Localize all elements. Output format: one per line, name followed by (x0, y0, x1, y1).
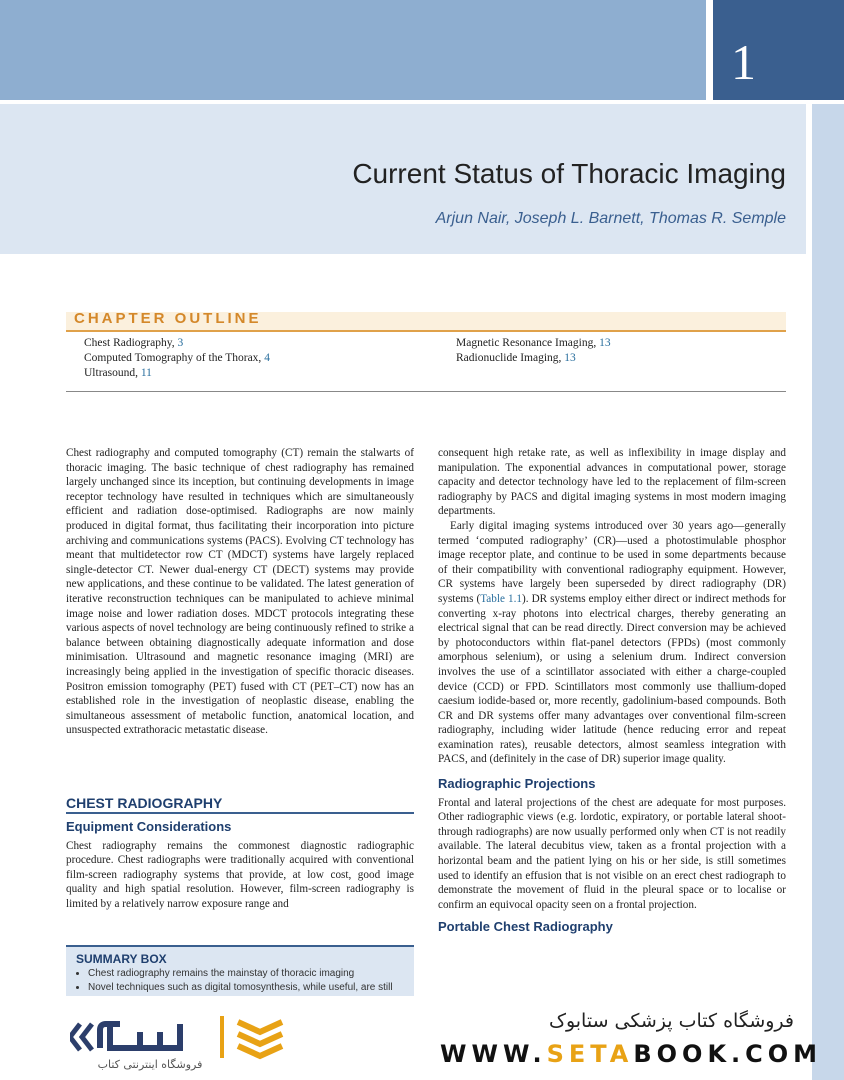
outline-divider (66, 391, 786, 392)
intro-paragraph: Chest radiography and computed tomography (CT) remain the stalwarts of thoracic imaging. The basic technique of chest radiography has remained largely unchanged since its inception, but continuing developments in image receptor technology have resulted in techniques which are simultaneously efficient and radiation dose-optimised. Radiographs are now mainly produced in digital format, thus facilitating their incorporation into picture archiving and communications systems (PACS). Evolving CT technology has meant that multidetector row CT (MDCT) systems have largely replaced single-detector CT. Newer dual-energy CT (DECT) systems may provide new applications, and these continue to be validated. The latest generation of iterative reconstruction techniques can be manipulated to achieve minimal image noise and lower radiation doses. MDCT protocols integrating these various aspects of novel technology are being continuously refined to strike a balance between obtaining diagnostically adequate information and dose minimisation. Ultrasound and magnetic resonance imaging (MRI) are increasingly being applied in the investigation of specific thoracic diseases. Positron emission tomography (PET) fused with CT (PET–CT) now has an established role in the investigation of neoplastic disease, enabling the simultaneous assessment of metabolic function, anatomical location, and unsuspected extrathoracic metastatic disease. (66, 447, 414, 737)
logo-divider-icon (220, 1016, 224, 1058)
outline-item[interactable]: Magnetic Resonance Imaging, 13 (456, 337, 611, 349)
subheading-projections: Radiographic Projections (438, 776, 596, 792)
subheading-equipment: Equipment Considerations (66, 819, 232, 834)
shop-url[interactable]: WWW.SETABOOK.COM (440, 1040, 823, 1068)
outline-right-column (456, 336, 611, 366)
section-heading-chest-radiography: CHEST RADIOGRAPHY (66, 795, 414, 814)
logo-subtitle: فروشگاه اینترنتی کتاب (97, 1058, 203, 1071)
chapter-authors: Arjun Nair, Joseph L. Barnett, Thomas R. Semple (435, 210, 786, 227)
outline-item[interactable]: Ultrasound, 11 (84, 367, 152, 379)
logo-wordmark-icon (100, 1024, 180, 1048)
left-text-column (66, 446, 414, 738)
projections-paragraph: Frontal and lateral projections of the chest are adequate for most purposes. Other radiographic views (e.g. lordotic, expiratory, or portable lateral shoot-through radiographs) are now usually performed only when CT is not readily available. The lateral decubitus view, taken as a frontal projection with a horizontal beam and the patient lying on his or her side, is still sometimes used to identify an effusion that is not visible on an erect chest radiograph to demonstrate the movement of fluid in the pleural space or to localise or confirm an equivocal opacity seen on a frontal projection. (438, 796, 786, 911)
right-margin-strip (812, 104, 844, 1080)
summary-item: • Novel techniques such as digital tomosynthesis, while useful, are still (88, 981, 414, 995)
equipment-paragraph: Chest radiography remains the commonest diagnostic radiographic procedure. Chest radiographs were traditionally acquired with conventional film-screen radiography systems that provide, at low cost, good image quality and high spatial resolution. However, film-screen radiography is limited by a relatively narrow exposure range and (66, 839, 414, 910)
paragraph-digital-systems: consequent high retake rate, as well as inflexibility in image display and manipulation. The exponential advances in computational power, storage capacity and detector technology have led to the replacement of film-screen radiography by PACS and digital imaging systems in most modern imaging departments. (438, 447, 786, 518)
logo-chevron-icon (70, 1024, 92, 1050)
paragraph-cr-dr: Early digital imaging systems introduced over 30 years ago—generally termed ‘computed radiography’ (CR)—used a photostimulable phosphor image receptor plate, and continue to be used in some departments because of their compatibility with conventional radiography equipment. However, CR systems have largely been superseded by direct radiography (DR) systems (Table 1.1). DR systems employ either direct or indirect methods for converting x-ray photons into electrical charges, thereby generating an electrical signal that can be read directly. Direct conversion may be achieved by photoconductors within flat-panel detectors (FPDs) (most commonly amorphous selenium), or using a selenium drum. Indirect conversion involves the use of a scintillator associated with either a charge-coupled device (CCD) or FPD. Scintillators most commonly use thallium-doped caesium iodide-based or, more recently, gadolinium-based compounds. Both CR and DR systems offer many advantages over conventional film-screen radiography, including wider latitude (hence reducing error and repeat examination rates), reusable detectors, almost seamless integration with PACS, and (definitely in the case of DR) superior image quality. (438, 519, 787, 766)
shop-name: فروشگاه کتاب پزشکی ستابوک (548, 1010, 794, 1032)
table-reference-link[interactable]: Table 1.1 (480, 592, 522, 605)
outline-item[interactable]: Chest Radiography, 3 (84, 337, 184, 349)
equipment-section (66, 820, 414, 912)
outline-item[interactable]: Computed Tomography of the Thorax, 4 (84, 352, 270, 364)
subheading-portable: Portable Chest Radiography (438, 919, 613, 935)
chapter-number: 1 (731, 34, 756, 90)
summary-list (76, 967, 414, 995)
right-text-column (438, 446, 786, 935)
summary-title: SUMMARY BOX (76, 952, 167, 966)
chapter-outline-header (66, 312, 786, 332)
chapter-title: Current Status of Thoracic Imaging (352, 158, 786, 189)
chapter-number-box (713, 0, 844, 100)
outline-item[interactable]: Radionuclide Imaging, 13 (456, 352, 576, 364)
summary-item: • Chest radiography remains the mainstay of thoracic imaging (88, 967, 414, 981)
top-header-band (0, 0, 706, 100)
outline-left-column (84, 336, 270, 381)
outline-heading: CHAPTER OUTLINE (74, 310, 262, 327)
